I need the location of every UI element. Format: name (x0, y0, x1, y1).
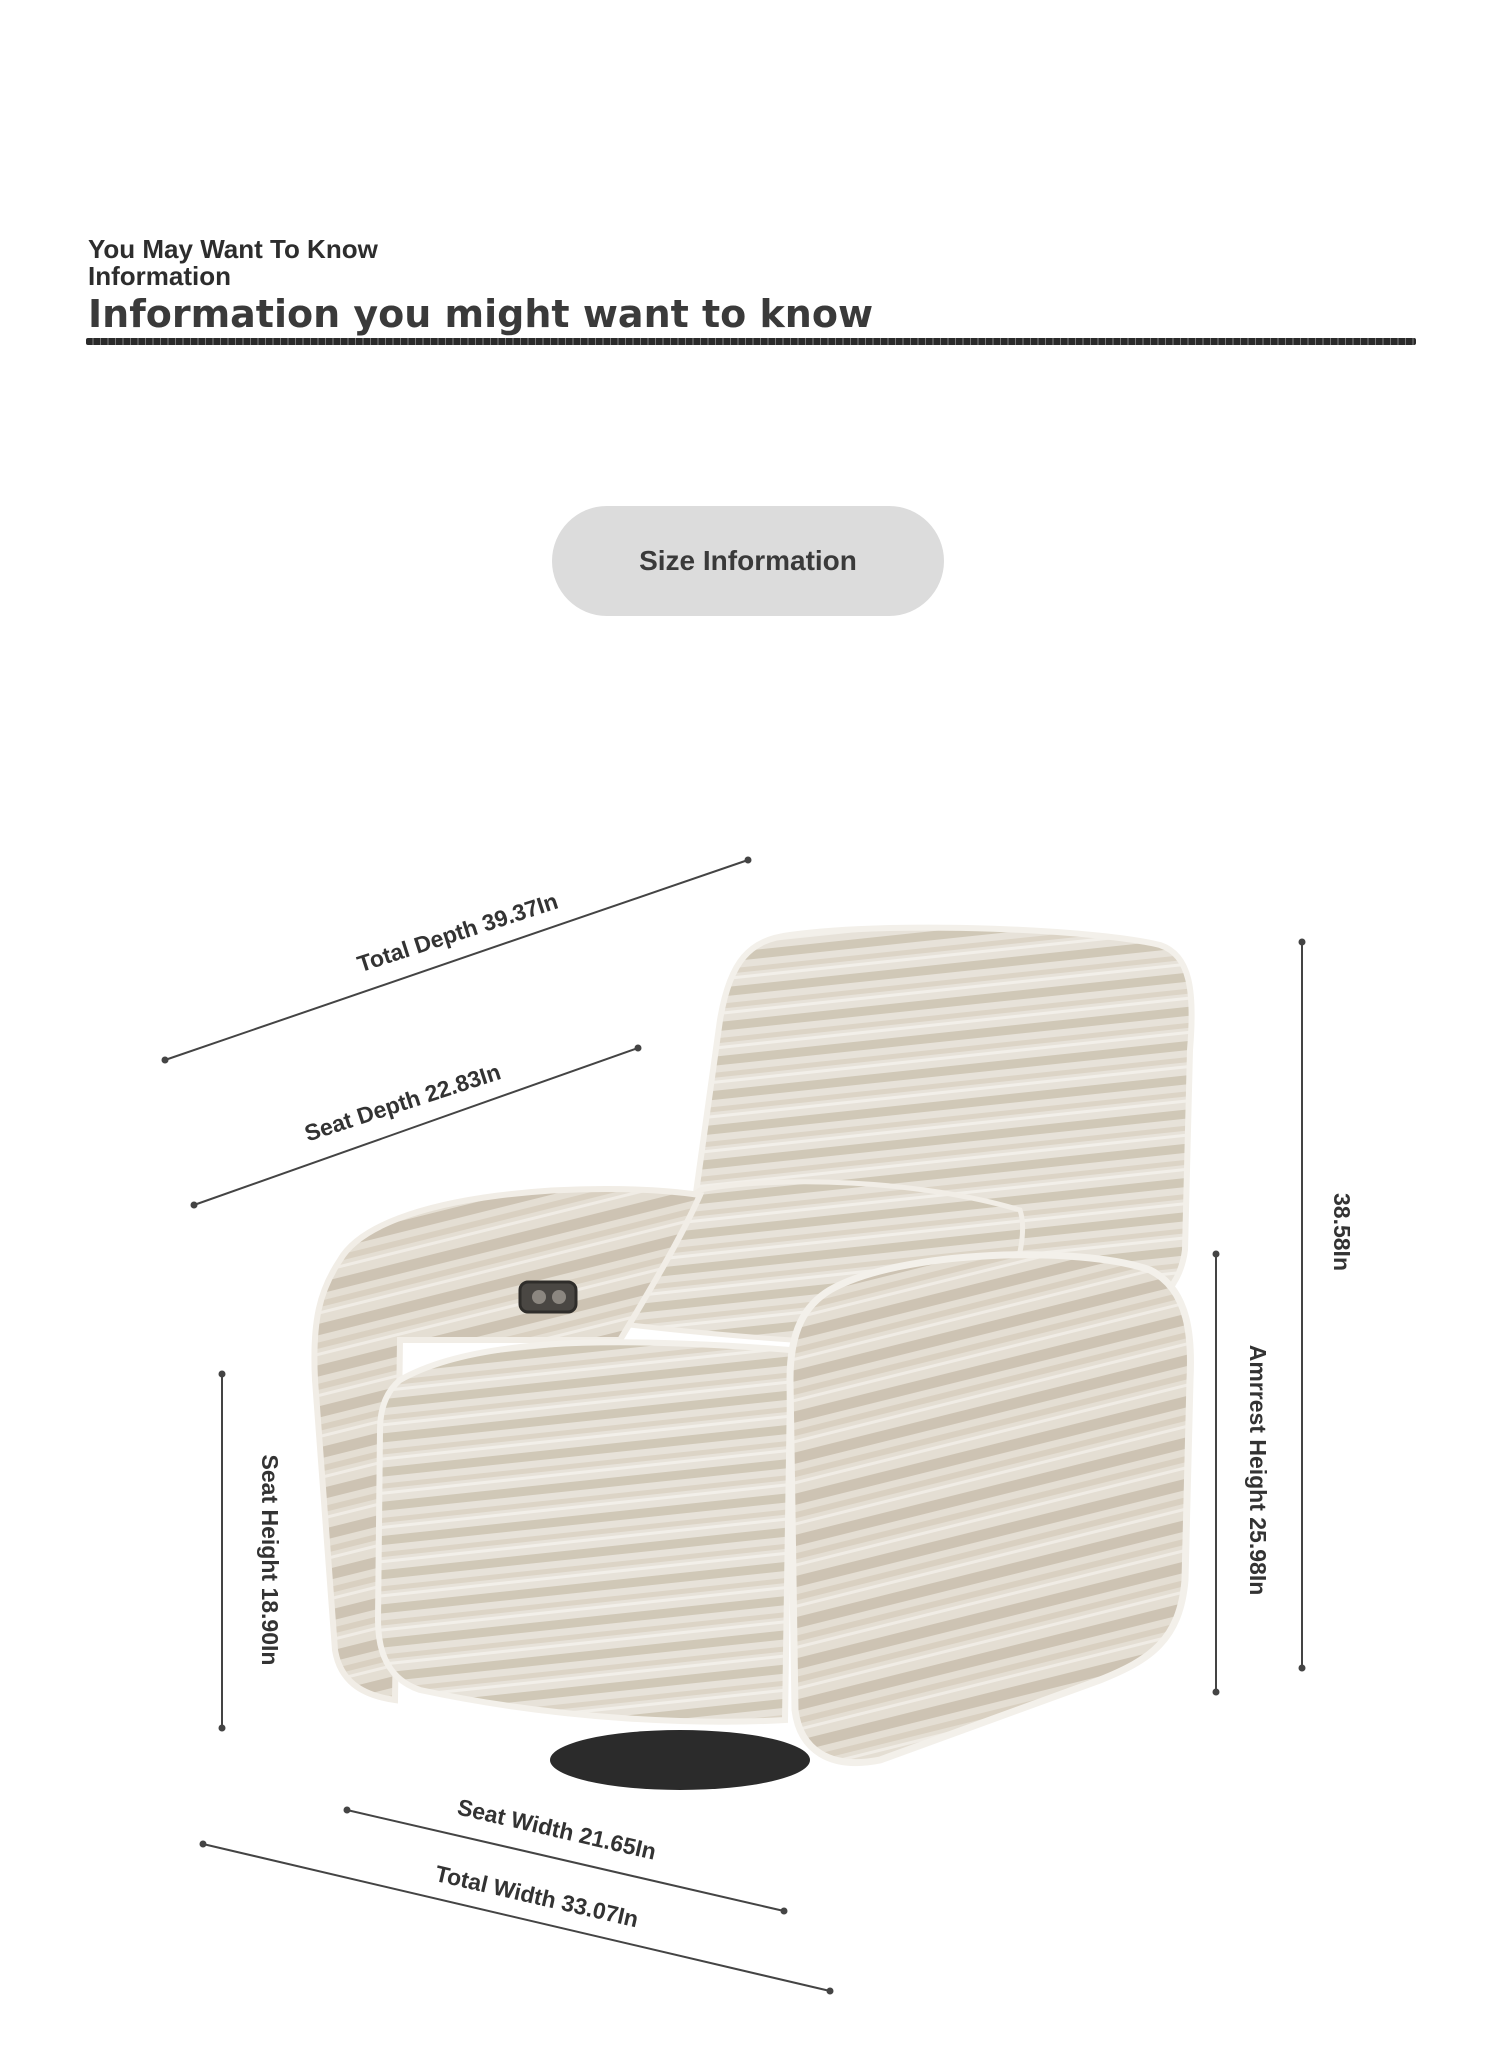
seat-height-end-a (219, 1371, 226, 1378)
section-header (88, 236, 1418, 336)
title-divider (86, 338, 1416, 345)
seat-height-label: Seat Height 18.90In (257, 1454, 283, 1666)
recline-button-right (552, 1290, 566, 1304)
seat-height-end-b (219, 1725, 226, 1732)
seat-cushion (378, 1342, 798, 1721)
seat-width-label: Seat Width 21.65In (454, 1793, 659, 1865)
seat-depth-end-b (635, 1045, 642, 1052)
size-information-tab[interactable]: Size Information (552, 506, 944, 616)
eyebrow-line-2: Information (88, 261, 231, 291)
armrest-height-end-a (1213, 1251, 1220, 1258)
armrest-height-end-b (1213, 1689, 1220, 1696)
total-depth-end-a (162, 1057, 169, 1064)
right-armrest (790, 1255, 1191, 1763)
total-width-label: Total Width 33.07In (432, 1860, 641, 1933)
total-depth-label: Total Depth 39.37In (354, 887, 562, 978)
recline-button-left (532, 1290, 546, 1304)
seat-depth-label: Seat Depth 22.83In (301, 1058, 504, 1147)
seat-width-end-a (344, 1807, 351, 1814)
total-width-end-a (200, 1841, 207, 1848)
eyebrow-line-1: You May Want To Know (88, 234, 378, 264)
total-width-line (203, 1844, 830, 1991)
total-height-label: 38.58In (1329, 1193, 1355, 1271)
recline-button (520, 1282, 576, 1312)
total-depth-line (165, 860, 748, 1060)
page-title: Information you might want to know (88, 292, 874, 336)
seat-depth-end-a (191, 1202, 198, 1209)
seat-depth-line (194, 1048, 638, 1205)
total-height-end-a (1299, 939, 1306, 946)
eyebrow-heading (88, 236, 508, 290)
armrest-height-label: Amrrest Height 25.98In (1245, 1344, 1271, 1596)
total-depth-end-b (745, 857, 752, 864)
total-width-end-b (827, 1988, 834, 1995)
recliner-dimension-diagram (0, 820, 1494, 2048)
total-height-end-b (1299, 1665, 1306, 1672)
seat-width-end-b (781, 1908, 788, 1915)
swivel-base (550, 1730, 810, 1790)
